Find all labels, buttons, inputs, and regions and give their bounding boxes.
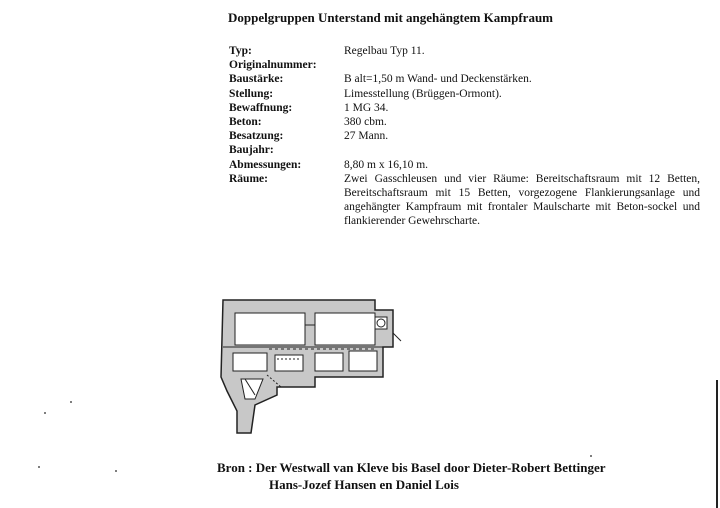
spec-row-raeume	[229, 172, 700, 229]
spec-list	[229, 44, 700, 229]
spec-value: Limesstellung (Brüggen-Ormont).	[344, 87, 502, 100]
scan-speck	[44, 412, 46, 414]
spec-row-baustaerke	[229, 72, 700, 86]
spec-value: Zwei Gasschleusen und vier Räume: Bereitschaftsraum mit 12 Betten, Bereitschaftsraum mit 15 Betten, vorgezogene Flankierungsanlage und angehängter Kampfraum mit frontaler Maulscharte mit Beton-sockel und flankierender Gewehrscharte.	[344, 172, 700, 228]
spec-row-stellung	[229, 87, 700, 101]
spec-row-abmessungen	[229, 158, 700, 172]
spec-label: Besatzung:	[229, 130, 284, 143]
spec-label: Stellung:	[229, 87, 274, 100]
scan-speck	[70, 401, 72, 403]
scan-speck	[115, 470, 117, 472]
spec-label: Typ:	[229, 45, 252, 57]
spec-row-bewaffnung	[229, 101, 700, 115]
source-line-2: Hans-Jozef Hansen en Daniel Lois	[269, 477, 459, 492]
spec-label: Baustärke:	[229, 73, 284, 86]
document-title: Doppelgruppen Unterstand mit angehängtem Kampfraum	[228, 10, 554, 25]
spec-label: Räume:	[229, 172, 268, 185]
spec-row-baujahr	[229, 143, 700, 157]
spec-value: 8,80 m x 16,10 m.	[344, 158, 429, 171]
scan-speck	[38, 466, 40, 468]
scan-speck	[590, 455, 592, 457]
spec-label: Abmessungen:	[229, 158, 302, 171]
spec-value: 27 Mann.	[344, 130, 389, 143]
spec-row-besatzung	[229, 129, 700, 143]
spec-value: 380 cbm.	[344, 116, 387, 129]
source-line-1: Bron : Der Westwall van Kleve bis Basel door Dieter-Robert Bettinger	[217, 460, 606, 475]
spec-value: Regelbau Typ 11.	[344, 45, 425, 57]
spec-row-originalnummer	[229, 58, 700, 72]
source-citation	[217, 459, 606, 493]
spec-label: Bewaffnung:	[229, 101, 293, 114]
spec-value	[344, 58, 700, 72]
spec-row-beton	[229, 115, 700, 129]
spec-row-typ	[229, 44, 700, 58]
scan-edge-right	[716, 380, 718, 508]
spec-label: Beton:	[229, 116, 262, 129]
spec-value: 1 MG 34.	[344, 101, 389, 114]
spec-label: Originalnummer:	[229, 59, 317, 72]
bunker-floor-plan	[215, 295, 425, 440]
spec-value	[344, 143, 700, 157]
spec-label: Baujahr:	[229, 144, 274, 157]
spec-value: B alt=1,50 m Wand- und Deckenstärken.	[344, 73, 532, 86]
